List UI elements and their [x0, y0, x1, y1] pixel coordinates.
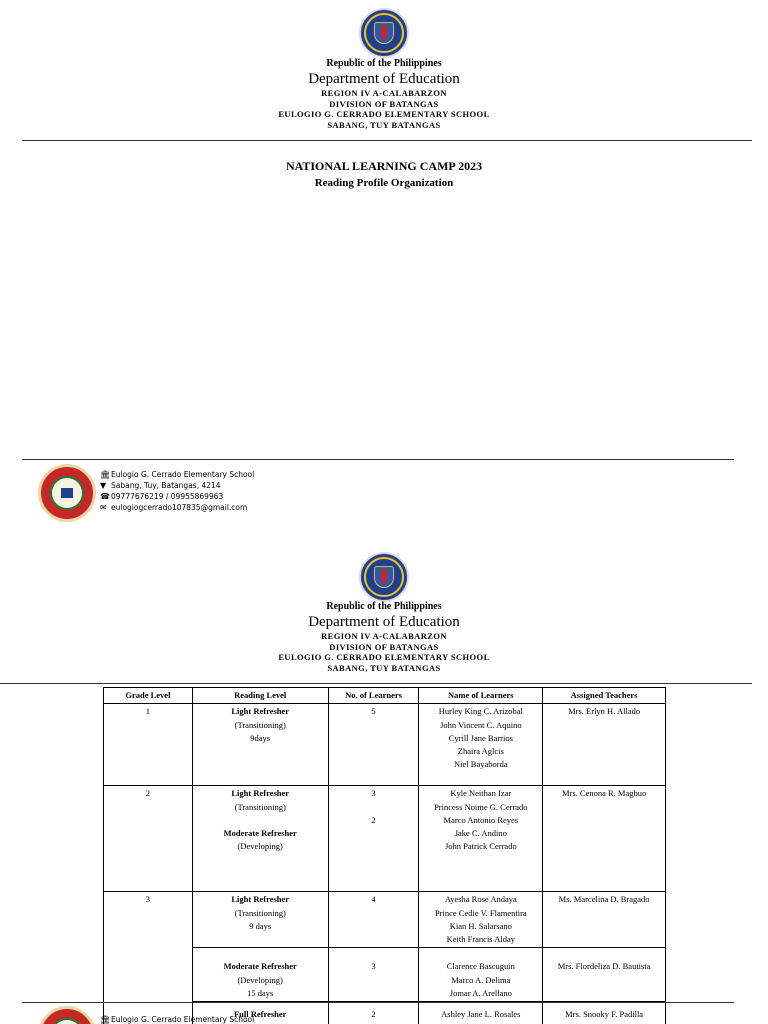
table-row [104, 786, 666, 892]
reading-level-cell [192, 786, 328, 892]
republic-line: Republic of the Philippines [326, 58, 442, 69]
grade-level-header: Grade Level [104, 688, 193, 704]
department-line: Department of Education [308, 614, 460, 630]
learner-name: Prince Cedie V. Flamentira [434, 907, 527, 918]
reading-level-stage: (Developing) [237, 974, 283, 985]
reading-level-header: Reading Level [192, 688, 328, 704]
learner-name: Jake C. Andino [454, 828, 507, 839]
reading-level-stage: (Developing) [237, 841, 283, 852]
reading-level-stage: (Transitioning) [234, 907, 286, 918]
learner-names-cell [419, 786, 543, 892]
school-line: EULOGIO G. CERRADO ELEMENTARY SCHOOL [278, 652, 490, 662]
footer-email: eulogiogcerrado107835@gmail.com [111, 503, 248, 512]
learner-name: Clarence Bascuguin [446, 961, 515, 972]
learner-names-cell [419, 704, 543, 786]
learner-name: Niel Bayaborda [454, 759, 508, 770]
learner-name: Kian H. Salarsano [449, 920, 512, 931]
school-line: EULOGIO G. CERRADO ELEMENTARY SCHOOL [278, 109, 490, 119]
teacher-cell: Mrs. Snooky F. Padilla [543, 1002, 666, 1024]
division-line: DIVISION OF BATANGAS [329, 641, 439, 652]
learner-count-cell [328, 786, 419, 892]
reading-level-name: Light Refresher [231, 894, 290, 905]
learner-count-cell: 5 [328, 704, 419, 786]
learner-count-cell: 3 [328, 948, 419, 1002]
header-divider [0, 683, 752, 684]
learner-name: Princess Noime G. Cerrado [434, 801, 528, 812]
learner-name: Ayesha Rose Andaya [444, 894, 517, 905]
table-row [104, 892, 666, 948]
table-row [104, 704, 666, 786]
footer-divider [22, 459, 734, 460]
learner-count-header: No. of Learners [328, 688, 419, 704]
grade-cell: 1 [104, 704, 193, 786]
learner-names-header: Name of Learners [419, 688, 543, 704]
address-line: SABANG, TUY BATANGAS [327, 662, 441, 673]
page-header [0, 58, 768, 130]
reading-level-days: 9days [250, 732, 271, 743]
address-line: SABANG, TUY BATANGAS [327, 119, 441, 130]
reading-level-stage: (Transitioning) [234, 801, 286, 812]
camp-title: NATIONAL LEARNING CAMP 2023 [285, 159, 483, 173]
building-icon: 🏛 [100, 470, 111, 479]
footer-address: Sabang, Tuy, Batangas, 4214 [111, 481, 221, 490]
reading-level-name: Moderate Refresher [223, 827, 297, 838]
reading-level-cell [192, 948, 328, 1002]
school-logo [38, 1006, 96, 1024]
learner-count-cell: 4 [328, 892, 419, 948]
region-line: REGION IV A-CALABARZON [321, 88, 447, 98]
reading-level-cell [192, 704, 328, 786]
table-header-row [104, 688, 666, 704]
reading-level-days: 9 days [249, 920, 272, 931]
department-line: Department of Education [308, 71, 460, 87]
header-divider [22, 140, 752, 141]
reading-level-name: Light Refresher [231, 788, 290, 799]
learner-name: John Vincent C. Aquino [440, 719, 522, 730]
footer-school: Eulogio G. Cerrado Elementary School [111, 1015, 255, 1024]
learner-name: Ashley Jane L. Rosales [441, 1009, 521, 1020]
footer-contact [100, 469, 254, 513]
learner-count: 2 [371, 814, 376, 825]
mail-icon: ✉ [100, 503, 107, 512]
footer-phone: 09777676219 / 09955869963 [111, 492, 224, 501]
reading-level-stage: (Transitioning) [234, 719, 286, 730]
teacher-cell: Mrs. Erlyn H. Allado [543, 704, 666, 786]
learner-count: 3 [371, 788, 376, 799]
teacher-cell: Ms. Marcelina D. Bragado [543, 892, 666, 948]
learner-names-cell [419, 1002, 543, 1024]
teacher-cell: Mrs. Cenona R. Magbuo [543, 786, 666, 892]
footer-contact [100, 1014, 254, 1024]
building-icon: 🏛 [100, 1015, 111, 1024]
republic-line: Republic of the Philippines [326, 601, 442, 612]
location-pin-icon: ▼ [100, 481, 107, 490]
learner-name: Zhaira Aglcis [457, 746, 504, 757]
region-line: REGION IV A-CALABARZON [321, 631, 447, 641]
learner-name: Kyle Neithan Izar [450, 788, 512, 799]
assigned-teachers-header: Assigned Teachers [543, 688, 666, 704]
learner-name: Cyrill Jane Barrios [448, 732, 513, 743]
school-logo [38, 464, 96, 522]
reading-level-cell [192, 892, 328, 948]
reading-level-name: Light Refresher [231, 706, 290, 717]
learner-names-cell [419, 892, 543, 948]
reading-level-days: 15 days [247, 988, 274, 999]
deped-seal-logo [359, 552, 409, 602]
learner-name: Marco A. Delima [451, 974, 511, 985]
learner-name: Marco Antonio Reyes [443, 814, 519, 825]
phone-icon: ☎ [100, 492, 110, 501]
footer-school: Eulogio G. Cerrado Elementary School [111, 470, 255, 479]
document-title [0, 158, 768, 192]
learner-names-cell [419, 948, 543, 1002]
learner-name: Hurley King C. Arizobal [438, 706, 523, 717]
grade-cell: 2 [104, 786, 193, 892]
learner-count-cell: 2 [328, 1002, 419, 1024]
learner-name: Jomar A. Arellano [449, 988, 512, 999]
division-line: DIVISION OF BATANGAS [329, 98, 439, 109]
reading-level-name: Moderate Refresher [223, 961, 297, 972]
grade-cell: 3 [104, 892, 193, 1024]
teacher-cell: Mrs. Flordeliza D. Bautista [543, 948, 666, 1002]
footer-divider [22, 1002, 734, 1003]
reading-level-name: Full Refresher [233, 1009, 287, 1020]
deped-seal-logo [359, 8, 409, 58]
camp-subtitle: Reading Profile Organization [314, 177, 454, 189]
learner-name: John Patrick Cerrado [444, 841, 517, 852]
page-header [0, 601, 768, 673]
learner-name: Keith Francis Alday [446, 934, 516, 945]
reading-profile-table [103, 687, 666, 1024]
